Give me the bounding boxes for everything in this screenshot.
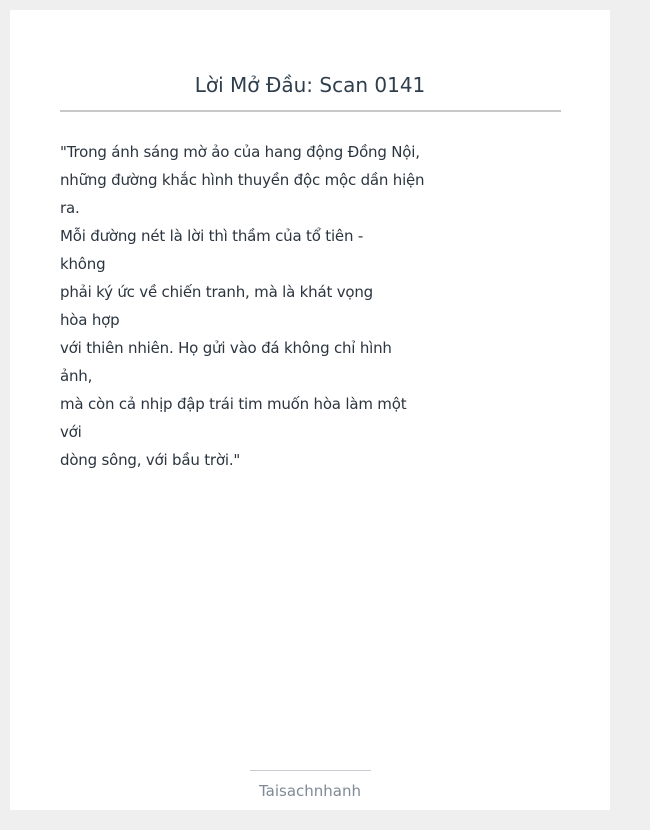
footer-divider	[250, 770, 371, 771]
document-page	[10, 10, 610, 810]
body-line: "Trong ánh sáng mờ ảo của hang động Đồng Nội,	[60, 143, 420, 161]
body-line: với thiên nhiên. Họ gửi vào đá không chỉ hình	[60, 339, 392, 357]
body-line: dòng sông, với bầu trời."	[60, 451, 241, 469]
body-line: những đường khắc hình thuyền độc mộc dần hiện	[60, 171, 425, 189]
body-line: không	[60, 255, 106, 273]
body-line: ra.	[60, 199, 80, 217]
body-line: Mỗi đường nét là lời thì thầm của tổ tiên -	[60, 227, 364, 245]
body-line: phải ký ức về chiến tranh, mà là khát vọng	[60, 283, 373, 301]
footer-credit: Taisachnhanh	[258, 782, 362, 800]
page-title: Lời Mở Đầu: Scan 0141	[194, 73, 426, 97]
body-line: hòa hợp	[60, 311, 120, 329]
body-line: mà còn cả nhịp đập trái tim muốn hòa làm một	[60, 395, 407, 413]
title-divider	[60, 110, 561, 112]
body-line: ảnh,	[60, 367, 93, 385]
body-text	[60, 138, 430, 474]
body-line: với	[60, 423, 82, 441]
